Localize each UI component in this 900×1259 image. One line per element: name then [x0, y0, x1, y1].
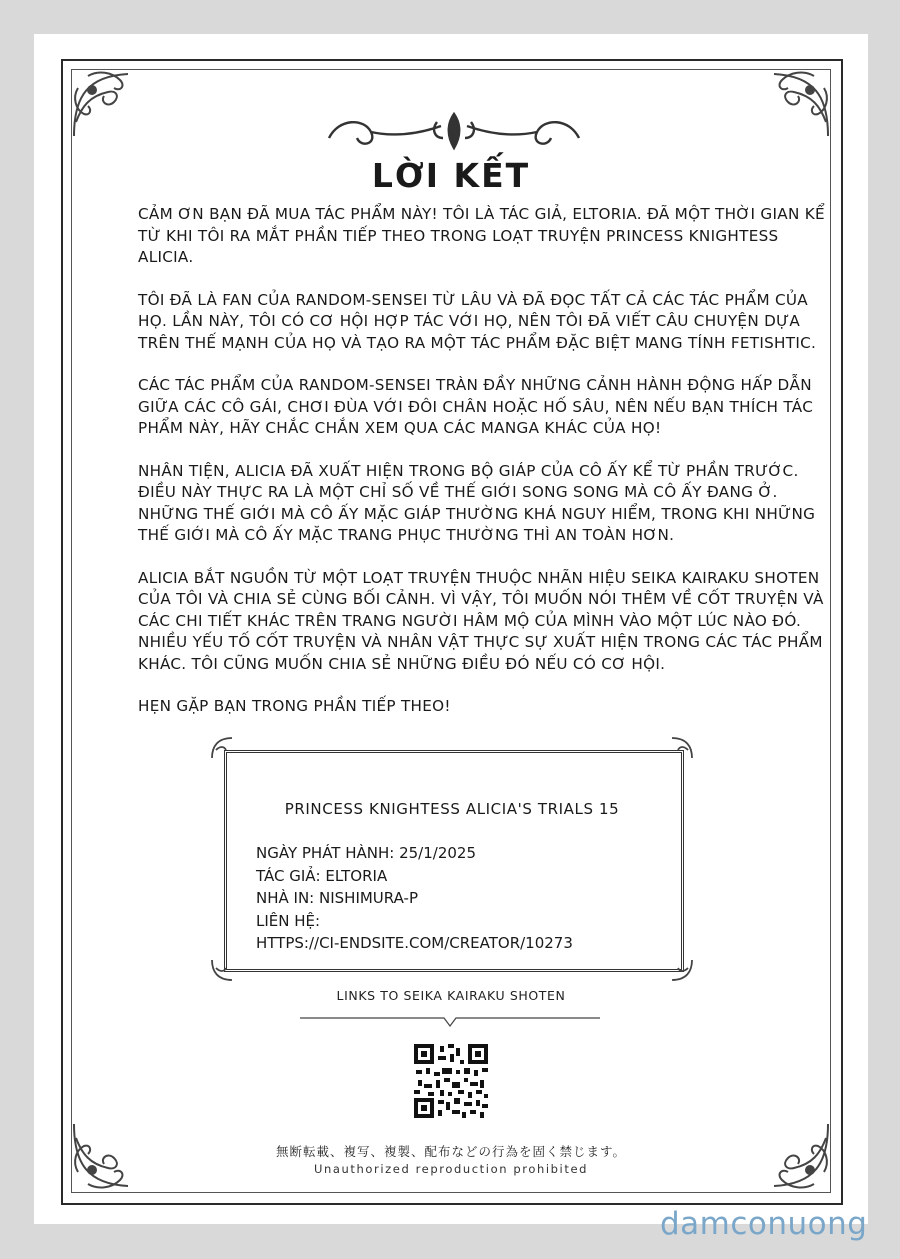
copyright-notice-en: Unauthorized reproduction prohibited [313, 1162, 589, 1176]
copyright-notice-jp: 無断転載、複写、複製、配布などの行為を固く禁じます。 [275, 1144, 626, 1159]
page-title: LỜI KẾT [371, 156, 531, 195]
colophon-details [256, 842, 573, 955]
colophon-title: PRINCESS KNIGHTESS ALICIA'S TRIALS 15 [284, 800, 620, 818]
page-sheet [34, 34, 868, 1224]
printer: NHÀ IN: NISHIMURA-P [256, 889, 418, 907]
colophon-box [214, 740, 690, 978]
contact-url: HTTPS://CI-ENDSITE.COM/CREATOR/10273 [256, 934, 573, 952]
box-corner-ornament-icon [668, 734, 696, 762]
title-ornament-icon [319, 108, 589, 156]
links-label: LINKS TO SEIKA KAIRAKU SHOTEN [336, 988, 566, 1003]
author: TÁC GIẢ: ELTORIA [256, 866, 388, 885]
paragraph: TÔI ĐÃ LÀ FAN CỦA RANDOM-SENSEI TỪ LÂU VÀ ĐÃ ĐỌC TẤT CẢ CÁC TÁC PHẨM CỦA HỌ. LẦN NÀY, TÔI CÓ CƠ HỘI HỢP TÁC VỚI HỌ, NÊN TÔI ĐÃ VIẾT CÂU CHUYỆN DỰA TRÊN THẾ MẠNH CỦA HỌ VÀ TẠO RA MỘT TÁC PHẨM ĐẶC BIỆT MANG TÍNH FETISHTIC. [138, 290, 817, 352]
paragraph: HẸN GẶP BẠN TRONG PHẦN TIẾP THEO! [138, 697, 451, 715]
box-corner-ornament-icon [208, 956, 236, 984]
paragraph: CẢM ƠN BẠN ĐÃ MUA TÁC PHẨM NÀY! TÔI LÀ TÁC GIẢ, ELTORIA. ĐÃ MỘT THỜI GIAN KỂ TỪ KHI TÔI RA MẮT PHẦN TIẾP THEO TRONG LOẠT TRUYỆN PRINCESS KNIGHTESS ALICIA. [138, 205, 825, 266]
release-date: NGÀY PHÁT HÀNH: 25/1/2025 [256, 844, 476, 862]
box-corner-ornament-icon [668, 956, 696, 984]
corner-ornament-icon [68, 66, 146, 144]
box-corner-ornament-icon [208, 734, 236, 762]
links-pointer-line [300, 1016, 600, 1028]
corner-ornament-icon [756, 66, 834, 144]
paragraph: CÁC TÁC PHẨM CỦA RANDOM-SENSEI TRÀN ĐẦY NHỮNG CẢNH HÀNH ĐỘNG HẤP DẪN GIỮA CÁC CÔ GÁI, CHƠI ĐÙA VỚI ĐÔI CHÂN HOẶC HỐ SÂU, NÊN NẾU BẠN THÍCH TÁC PHẨM NÀY, HÃY CHẮC CHẮN XEM QUA CÁC MANGA KHÁC CỦA HỌ! [138, 376, 814, 437]
contact-label: LIÊN HỆ: [256, 911, 321, 930]
paragraph: ALICIA BẮT NGUỒN TỪ MỘT LOẠT TRUYỆN THUỘC NHÃN HIỆU SEIKA KAIRAKU SHOTEN CỦA TÔI VÀ CHIA SẺ CÙNG BỐI CẢNH. VÌ VẬY, TÔI MUỐN NÓI THÊM VỀ CỐT TRUYỆN VÀ CÁC CHI TIẾT KHÁC TRÊN TRANG NGƯỜI HÂM MỘ CỦA MÌNH VÀO MỘT LÚC NÀO ĐÓ. NHIỀU YẾU TỐ CỐT TRUYỆN VÀ NHÂN VẬT THỰC SỰ XUẤT HIỆN TRONG CÁC TÁC PHẨM KHÁC. TÔI CŨNG MUỐN CHIA SẺ NHỮNG ĐIỀU ĐÓ NẾU CÓ CƠ HỘI. [138, 568, 824, 673]
qr-code-icon[interactable] [414, 1044, 488, 1118]
afterword-body [138, 204, 828, 739]
site-watermark: damconuong [660, 1206, 868, 1242]
paragraph: NHÂN TIỆN, ALICIA ĐÃ XUẤT HIỆN TRONG BỘ GIÁP CỦA CÔ ẤY KỂ TỪ PHẦN TRƯỚC. ĐIỀU NÀY THỰC RA LÀ MỘT CHỈ SỐ VỀ THẾ GIỚI SONG SONG MÀ CÔ ẤY ĐANG Ở. NHỮNG THẾ GIỚI MÀ CÔ ẤY MẶC GIÁP THƯỜNG KHÁ NGUY HIỂM, TRONG KHI NHỮNG THẾ GIỚI MÀ CÔ ẤY MẶC TRANG PHỤC THƯỜNG THÌ AN TOÀN HƠN. [138, 461, 816, 544]
